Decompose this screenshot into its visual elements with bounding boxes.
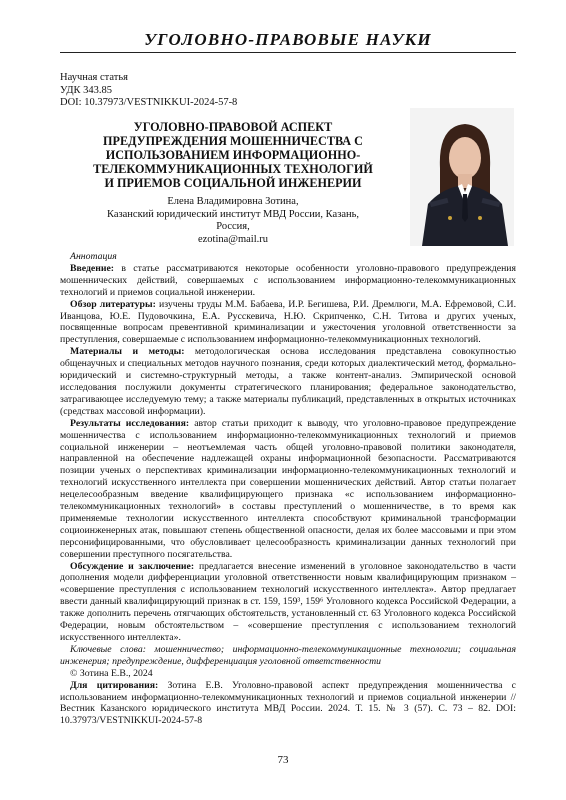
- article-body: [60, 251, 516, 727]
- abstract-results: [60, 418, 516, 561]
- methods-text: методологическая основа исследования представлена совокупностью общенаучных и специальных методов научного познания, среди которых диалектический метод, формально-юридический и системно-структурный методы, а также контент-анализ. Эмпирической основой исследования послужили документы стратегического планирования; федеральное законодательство, затрагивающее исследуемую тему; а также материалы публикаций, представленных в открытых источниках (средствах массовой информации).: [60, 346, 516, 417]
- copyright: © Зотина Е.В., 2024: [70, 667, 153, 679]
- article-title: УГОЛОВНО-ПРАВОВОЙ АСПЕКТ ПРЕДУПРЕЖДЕНИЯ МОШЕННИЧЕСТВА С ИСПОЛЬЗОВАНИЕМ ИНФОРМАЦИОННО-ТЕЛЕКОММУНИКАЦИОННЫХ ТЕХНОЛОГИЙ И ПРИЕМОВ СОЦИАЛЬНОЙ ИНЖЕНЕРИИ: [93, 120, 373, 190]
- keywords: Ключевые слова: мошенничество; информационно-телекоммуникационные технологии; социальная инженерия; предупреждение, дифференциация уголовной ответственности: [60, 643, 516, 667]
- review-label: Обзор литературы:: [70, 298, 156, 310]
- conclusion-text: предлагается внесение изменений в уголовное законодательство в части дополнения модели дифференциации уголовной ответственности новым квалифицирующим признаком – «совершение преступления с использованием технологий искусственного интеллекта». Автор предлагает ввести данный квалифицирующий признак в ст. 159, 159³, 159⁶ Уголовного кодекса Российской Федерации, а также дополнить перечень отягчающих обстоятельств, установленный ст. 63 Уголовного кодекса Российской Федерации, новым обстоятельством – «совершение преступления с использованием технологий искусственного интеллекта».: [60, 560, 517, 643]
- abstract-review: [60, 299, 516, 347]
- author-email[interactable]: ezotina@mail.ru: [197, 233, 269, 245]
- abstract-heading: Аннотация: [70, 251, 117, 262]
- author-block: [92, 196, 374, 246]
- abstract-intro: [60, 263, 516, 299]
- citation-text: Зотина Е.В. Уголовно-правовой аспект предупреждения мошенничества с использованием информационно-телекоммуникационных технологий и приемов социальной инженерии // Вестник Казанского юридического института МВД России. 2024. Т. 15. № 3 (57). С. 73 – 82. DOI: 10.37973/VESTNIKKUI-2024-57-8: [60, 679, 516, 727]
- page-number: 73: [277, 754, 289, 766]
- abstract-methods: [60, 346, 516, 417]
- methods-label: Материалы и методы:: [70, 346, 185, 358]
- citation: [60, 680, 516, 728]
- author-photo: [410, 108, 514, 246]
- results-label: Результаты исследования:: [70, 417, 190, 429]
- intro-text: в статье рассматриваются некоторые особенности уголовно-правового предупреждения мошеннических действий, совершаемых с использованием информационно-телекоммуникационных технологий и приемов социальной инженерии.: [60, 262, 516, 298]
- conclusion-label: Обсуждение и заключение:: [70, 560, 195, 572]
- doi: DOI: 10.37973/VESTNIKKUI-2024-57-8: [60, 97, 238, 108]
- journal-section-header: УГОЛОВНО-ПРАВОВЫЕ НАУКИ: [60, 30, 516, 53]
- intro-label: Введение:: [70, 262, 115, 274]
- author-affiliation: Казанский юридический институт МВД России, Казань, Россия,: [106, 208, 360, 232]
- results-text: автор статьи приходит к выводу, что уголовно-правовое предупреждение мошенничества с использованием информационно-телекоммуникационных технологий и приемов социальной инженерии – неотъемлемая часть общей уголовно-правовой политики законодателя, направленной на обеспечение надлежащей охраны информационной безопасности. Рассматриваются позиции ученых о перспективах криминализации информационно-телекоммуникационных технологий и технологий искусственного интеллекта при совершении мошеннических действий. Автор статьи полагает нецелесообразным введение квалифицирующего признака «с использованием информационно-телекоммуникационных технологий» в составы преступлений о мошенничестве, в то время как применяемые технологии искусственного интеллекта способствуют криминальной трансформации социоинженерных атак, повышают степень общественной опасности, делая их более массовыми и при этом персонифицированными, что обусловливает целесообразность криминализации данных технологий при совершении преступного посягательства.: [60, 417, 517, 560]
- citation-label: Для цитирования:: [70, 679, 159, 691]
- udk-code: УДК 343.85: [60, 84, 113, 96]
- article-type: Научная статья: [60, 72, 128, 83]
- review-text: изучены труды М.М. Бабаева, И.Р. Бегишева, Р.И. Дремлюги, М.А. Ефремовой, С.И. Иванцова, Ю.Е. Пудовочкина, Е.А. Русскевича, Н.Ю. Скрипченко, С.Н. Титова и других ученых, посвященные вопросам превентивной криминализации и ужесточения уголовной ответственности за преступления, совершаемые с использованием информационно-телекоммуникационных технологий.: [60, 298, 517, 346]
- author-name: Елена Владимировна Зотина,: [167, 196, 299, 207]
- article-meta: [60, 72, 237, 110]
- abstract-conclusion: [60, 561, 516, 644]
